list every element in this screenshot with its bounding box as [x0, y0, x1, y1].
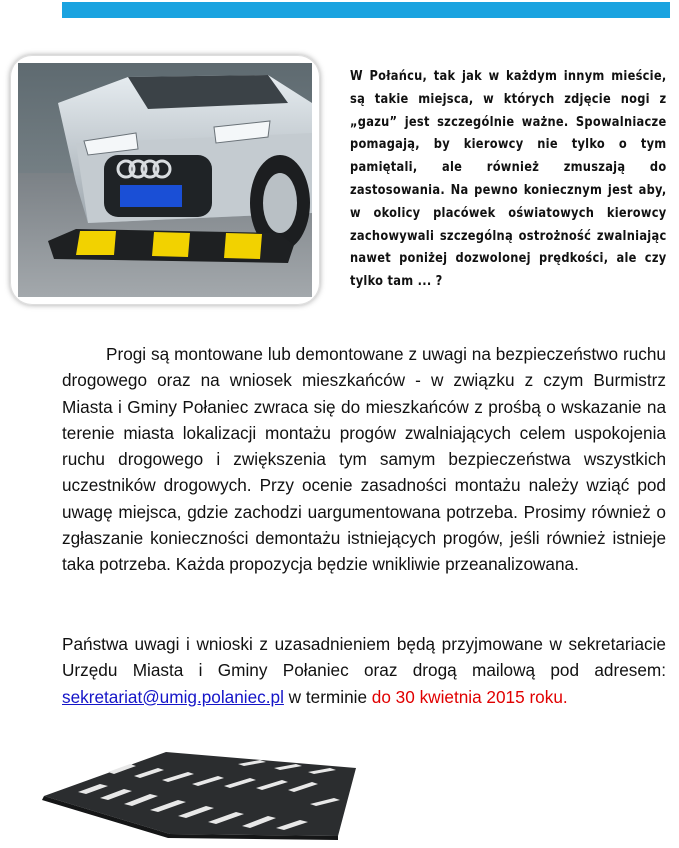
contact-text-before: Państwa uwagi i wnioski z uzasadnieniem będą przyjmowane w sekretariacie Urzędu Miasta i Gminy Połaniec oraz drogą mailową pod adresem: [62, 634, 666, 681]
contact-paragraph [62, 631, 666, 710]
deadline-text: do 30 kwietnia 2015 roku. [371, 686, 568, 707]
main-paragraph [62, 341, 666, 578]
contact-text-middle: w terminie [283, 686, 372, 707]
car-photo-image [18, 63, 312, 297]
intro-paragraph: W Połańcu, tak jak w każdym innym mieście, są takie miejsca, w których zdjęcie nogi z „gazu” jest szczególnie ważne. Spowalniacze pomagają, by kierowcy nie tylko o tym pamiętali, ale również zmuszają do zastosowania. Na pewno koniecznym jest aby, w okolicy placówek oświatowych kierowcy zachowywali szczególną ostrożność zwalniając nawet poniżej dozwolonej prędkości, ale czy tylko tam ... ? [350, 69, 667, 290]
email-link[interactable]: sekretariat@umig.polaniec.pl [62, 686, 284, 707]
pedestrian-crossing-image [38, 748, 358, 840]
car-speed-bump-photo [10, 55, 320, 305]
top-accent-bar [62, 2, 670, 18]
main-paragraph-text: Progi są montowane lub demontowane z uwagi na bezpieczeństwo ruchu drogowego oraz na wniosek mieszkańców - w związku z czym Burmistrz Miasta i Gminy Połaniec zwraca się do mieszkańców z prośbą o wskazanie na terenie miasta lokalizacji montażu progów zwalniających celem uspokojenia ruchu drogowego i zwiększenia tym samym bezpieczeństwa wszystkich uczestników drogowych. Przy ocenie zasadności montażu należy wziąć pod uwagę miejsca, gdzie zachodzi uargumentowana potrzeba. Prosimy również o zgłaszanie konieczności demontażu istniejących progów, jeśli również istnieje taka potrzeba. Każda propozycja będzie wnikliwie przeanalizowana. [62, 344, 666, 575]
